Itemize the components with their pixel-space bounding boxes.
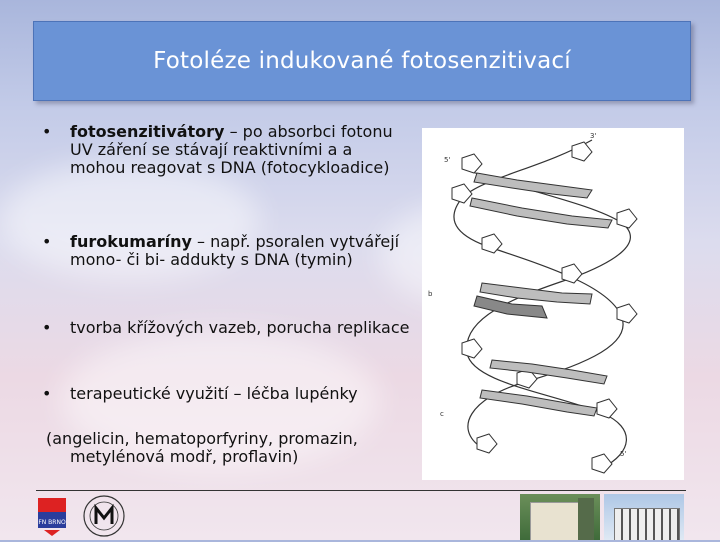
figure-label: b bbox=[428, 290, 433, 298]
bullet-item bbox=[40, 319, 410, 337]
bullet-dot: • bbox=[42, 122, 52, 141]
bullet-term: furokumaríny bbox=[70, 232, 192, 251]
bullet-dot: • bbox=[42, 318, 52, 337]
sugar-ring bbox=[452, 184, 472, 203]
hospital-building-photo bbox=[604, 494, 684, 540]
base-pair bbox=[480, 390, 597, 416]
sugar-ring bbox=[592, 454, 612, 473]
note-line: (angelicin, hematoporfyriny, promazin, bbox=[46, 429, 358, 448]
bullet-dot: • bbox=[42, 232, 52, 251]
footer-divider bbox=[36, 490, 686, 491]
figure-label: 5' bbox=[620, 450, 627, 458]
fn-brno-logo bbox=[36, 496, 68, 536]
base-pair bbox=[474, 173, 592, 198]
sugar-ring bbox=[462, 339, 482, 358]
hospital-building-photo bbox=[520, 494, 600, 540]
bullet-text: – např. psoralen vytvářejí mono- či bi- addukty s DNA (tymin) bbox=[70, 232, 400, 269]
logo-text: FN BRNO bbox=[38, 519, 66, 526]
mu-logo bbox=[82, 494, 126, 538]
sugar-ring bbox=[462, 154, 482, 173]
bullet-text: terapeutické využití – léčba lupénky bbox=[70, 384, 358, 403]
figure-label: c bbox=[440, 410, 444, 418]
sugar-ring bbox=[617, 209, 637, 228]
note-line: metylénová modř, proflavin) bbox=[70, 447, 299, 466]
bullet-item bbox=[40, 123, 410, 177]
slide-title: Fotoléze indukované fotosenzitivací bbox=[153, 48, 571, 74]
base-pair bbox=[470, 198, 612, 228]
sugar-ring bbox=[597, 399, 617, 418]
title-box bbox=[33, 21, 691, 101]
bullet-text: – po absorbci fotonu UV záření se stávají reaktivními a a mohou reagovat s DNA (fotocykloadice) bbox=[70, 122, 393, 177]
sugar-ring bbox=[572, 142, 592, 161]
bullet-dot: • bbox=[42, 384, 52, 403]
bullet-term: fotosenzitivátory bbox=[70, 122, 225, 141]
sugar-ring bbox=[617, 304, 637, 323]
base-pair bbox=[490, 360, 607, 384]
figure-label: 3' bbox=[590, 132, 597, 140]
bullet-item bbox=[40, 233, 410, 269]
dna-figure bbox=[422, 128, 684, 480]
bullet-item bbox=[40, 385, 410, 403]
figure-label: 5' bbox=[444, 156, 451, 164]
sugar-ring bbox=[562, 264, 582, 283]
dna-helix-drawing bbox=[422, 128, 684, 480]
sugar-ring bbox=[477, 434, 497, 453]
bullet-text: tvorba křížových vazeb, porucha replikace bbox=[70, 318, 410, 337]
